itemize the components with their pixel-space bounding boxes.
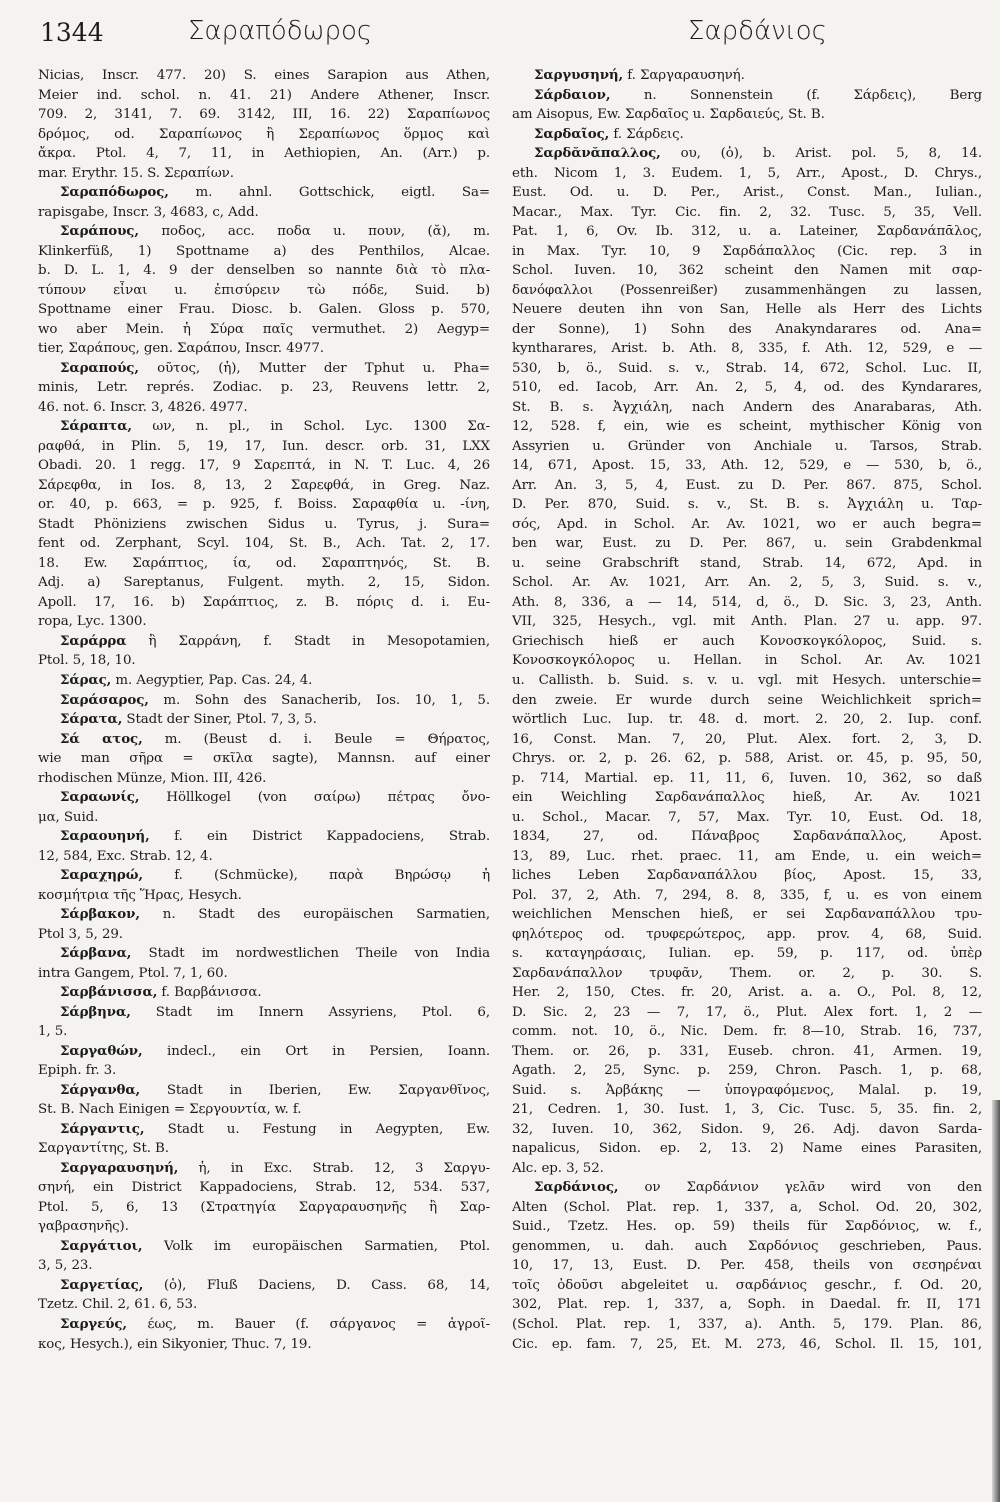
entry-text: οῦτος, (ἡ), Mutter der Tphut u. Pha= [138, 360, 490, 376]
entry-line-headword [38, 1003, 490, 1023]
entry-line [38, 847, 490, 867]
left-column [38, 66, 490, 1354]
entry-line-headword [38, 632, 490, 652]
entry-line [38, 339, 490, 359]
headword: Σαραπόδωρος, [60, 184, 169, 201]
entry-line [512, 183, 982, 203]
entry-line-headword [38, 866, 490, 886]
entry-text: intra Gangem, Ptol. 7, 1, 60. [38, 965, 228, 981]
entry-line [512, 905, 982, 925]
running-head-left: Σαραπόδωρος [188, 16, 373, 46]
entry-line-headword [38, 691, 490, 711]
headword: Σαργεύς, [60, 1316, 127, 1332]
entry-line [512, 808, 982, 828]
entry-line-headword [512, 125, 982, 145]
headword: Σάρδαιον, [534, 86, 611, 103]
entry-text: Σάρεφθα, in Ios. 8, 13, 2 Σαρεφθά, in Greg. Naz. [38, 477, 490, 493]
entry-text: σός, Apd. in Schol. Ar. Av. 1021, wo er auch begra= [512, 516, 982, 532]
entry-text: Them. or. 26, p. 331, Euseb. chron. 41, Armen. 19, [512, 1043, 982, 1059]
entry-text: Schol. Ar. Av. 1021, Arr. An. 2, 5, 3, Suid. s. v., [512, 575, 982, 591]
entry-line [38, 1198, 490, 1218]
entry-text: rhodischen Münze, Mion. III, 426. [38, 770, 267, 786]
entry-line [512, 1061, 982, 1081]
entry-line [512, 788, 982, 808]
entry-text: ropa, Lyc. 1300. [38, 614, 147, 630]
entry-text: (Schol. Plat. rep. 1, 337, a). Anth. 5, 179. Plan. 86, [512, 1317, 982, 1332]
entry-text: Klinkerfüß, 1) Spottname a) des Penthilos, Alcae. [38, 243, 490, 259]
entry-text: 14, 671, Apost. 15, 33, Ath. 12, 529, e — 530, b, ö., [512, 458, 982, 474]
entry-line [38, 534, 490, 554]
headword: Σαρδάνιος, [534, 1179, 619, 1196]
entry-line [512, 515, 982, 535]
entry-line [38, 769, 490, 789]
entry-text: Macar., Max. Tyr. Cic. fin. 2, 32. Tusc. 5, 35, Vell. [512, 204, 982, 220]
entry-text: ον Σαρδάνιον γελᾶν wird von den [618, 1180, 982, 1196]
entry-text: δρόμος, od. Σαραπίωνος ἢ Σεραπίωνος ὅρμος καὶ [38, 126, 490, 142]
entry-line [512, 847, 982, 867]
entry-line [38, 1061, 490, 1081]
entry-text: m. Aegyptier, Pap. Cas. 24, 4. [111, 672, 313, 688]
entry-line-headword [38, 1276, 490, 1296]
headword: Σαράρρα [60, 632, 127, 649]
entry-line [512, 593, 982, 613]
headword: Σάρβηνα, [60, 1003, 131, 1020]
entry-text: Stadt in Iberien, Ew. Σαργανθῖνος, [140, 1082, 490, 1098]
entry-text: ἡ, in Exc. Strab. 12, 3 Σαργυ- [178, 1160, 490, 1176]
entry-text: liches Leben Σαρδαναπάλλου βίος, Apost. 15, 33, [512, 868, 982, 884]
entry-line [512, 1276, 982, 1296]
entry-line [38, 320, 490, 340]
headword: Σάργαντις, [60, 1120, 145, 1137]
entry-text: 32, Iuven. 10, 362, Sidon. 9, 26. Adj. davon Sarda- [512, 1121, 982, 1137]
entry-line-headword [38, 1315, 490, 1335]
entry-line [512, 964, 982, 984]
entry-line [38, 261, 490, 281]
entry-line [512, 105, 982, 125]
headword: Σάρατα, [60, 711, 123, 728]
entry-line [512, 300, 982, 320]
entry-text: 46. not. 6. Inscr. 3, 4826. 4977. [38, 399, 248, 415]
entry-line-headword [512, 1178, 982, 1198]
entry-text: minis, Letr. représ. Zodiac. p. 23, Reuvens lettr. 2, [38, 380, 490, 396]
entry-text: 16, Const. Man. 7, 20, Plut. Alex. fort. 2, 3, D. [512, 731, 982, 747]
entry-line-headword [38, 183, 490, 203]
entry-line-headword [38, 359, 490, 379]
entry-text: kyntharares, Arist. b. Ath. 8, 335, f. Ath. 12, 529, e — [512, 341, 982, 357]
headword: Σαραπούς, [60, 359, 139, 376]
entry-text: Pol. 37, 2, Ath. 7, 294, 8. 8, 335, f, u. es von einem [512, 887, 982, 903]
entry-line [38, 1217, 490, 1237]
entry-text: Stadt im nordwestlichen Theile von India [131, 946, 490, 962]
headword: Σαρδαῖος, [534, 125, 610, 142]
entry-line [512, 261, 982, 281]
entry-text: σηνή, ein District Kappadociens, Strab. 12, 534. 537, [38, 1180, 490, 1196]
entry-text: f. Βαρβάνισσα. [157, 985, 262, 1001]
headword: Σαράσαρος, [60, 691, 149, 708]
entry-text: Griechisch hieß er auch Κονοσκογκόλορος, Suid. s. [512, 633, 982, 649]
entry-text: D. Sic. 2, 23 — 7, 17, ö., Plut. Alex fort. 1, 2 — [512, 1004, 982, 1020]
entry-line [38, 203, 490, 223]
entry-line [38, 281, 490, 301]
entry-line-headword [38, 1159, 490, 1179]
entry-text: rapisgabe, Inscr. 3, 4683, c, Add. [38, 204, 259, 220]
entry-text: b. D. L. 1, 4. 9 der denselben so nannte διὰ τὸ πλα- [38, 263, 490, 279]
entry-line [512, 1003, 982, 1023]
entry-text: eth. Nicom 1, 3. Eudem. 1, 5, Arr., Apost., D. Chrys., [512, 165, 982, 181]
entry-line [512, 203, 982, 223]
entry-line-headword [38, 905, 490, 925]
entry-text: δανόφαλλοι (Possenreißer) zusammenhängen zu lassen, [512, 282, 982, 298]
entry-text: Ptol. 5, 6, 13 (Στρατηγία Σαργαραυσηνῆς ἢ Σαρ- [38, 1199, 490, 1215]
entry-line [38, 378, 490, 398]
entry-line [512, 1315, 982, 1335]
headword: Σαργετίας, [60, 1276, 144, 1293]
entry-text: έως, m. Bauer (f. σάργανος = ἀγροῖ- [126, 1317, 490, 1332]
entry-text: μα, Suid. [38, 809, 99, 825]
entry-text: Spottname einer Frau. Diosc. b. Galen. Gloss p. 570, [38, 302, 490, 318]
entry-text: ων, n. pl., in Schol. Lyc. 1300 Σα- [131, 419, 490, 435]
entry-text: Ptol. 5, 18, 10. [38, 653, 136, 669]
entry-text: Meier ind. schol. n. 41. 21) Andere Athener, Inscr. [38, 87, 490, 103]
entry-text: wörtlich Luc. Iup. tr. 48. d. mort. 2. 20, 2. Iup. conf. [512, 712, 982, 728]
entry-text: u. seine Grabschrift stand, Strab. 14, 672, Apd. in [512, 555, 982, 571]
entry-line [512, 983, 982, 1003]
entry-text: napalicus, Sidon. ep. 2, 13. 2) Name eines Parasiten, [512, 1141, 982, 1157]
entry-line [512, 886, 982, 906]
entry-line [38, 925, 490, 945]
entry-line [38, 437, 490, 457]
entry-line [512, 164, 982, 184]
headword: Σαραωνίς, [60, 789, 140, 806]
entry-text: p. 714, Martial. ep. 11, 11, 6, Iuven. 10, 362, so daß [512, 770, 982, 786]
entry-line-headword [38, 1042, 490, 1062]
entry-line [512, 378, 982, 398]
entry-text: 3, 5, 23. [38, 1258, 93, 1274]
headword: Σάργανθα, [60, 1081, 141, 1098]
entry-text: 709. 2, 3141, 7. 69. 3142, III, 16. 22) Σαραπίωνος [38, 107, 490, 123]
entry-line [512, 495, 982, 515]
entry-line [38, 1139, 490, 1159]
entry-text: ben war, Eust. zu D. Per. 867, u. sein Grabdenkmal [512, 536, 982, 552]
entry-line [512, 573, 982, 593]
headword: Σαραχηρώ, [60, 867, 143, 884]
entry-line [38, 105, 490, 125]
entry-text: Ptol 3, 5, 29. [38, 926, 123, 942]
entry-line [38, 886, 490, 906]
entry-text: der Sonne), 1) Sohn des Anakyndarares od. Ana= [512, 321, 982, 337]
headword: Σαρδᾰνᾰπαλλος, [534, 145, 661, 162]
entry-text: n. Sonnenstein (f. Σάρδεις), Berg [610, 87, 982, 103]
entry-line [38, 242, 490, 262]
entry-line [512, 769, 982, 789]
entry-line-headword [38, 730, 490, 750]
entry-text: m. ahnl. Gottschick, eigtl. Sa= [168, 185, 490, 201]
entry-line-headword [38, 1237, 490, 1257]
entry-line [38, 86, 490, 106]
headword: Σά ατος, [60, 730, 143, 747]
entry-text: κος, Hesych.), ein Sikyonier, Thuc. 7, 19. [38, 1336, 312, 1352]
entry-text: u. Schol., Macar. 7, 57, Max. Tyr. 10, Eust. Od. 18, [512, 809, 982, 825]
entry-line [38, 495, 490, 515]
entry-line [512, 827, 982, 847]
entry-text: St. B. Nach Einigen = Σεργουντία, w. f. [38, 1102, 302, 1118]
entry-line [512, 730, 982, 750]
entry-text: Assyrien u. Gründer von Anchiale u. Tarsos, Strab. [512, 438, 982, 454]
entry-line [512, 437, 982, 457]
entry-text: s. καταγηράσαις, Iulian. ep. 59, p. 117, od. ὑπὲρ [512, 946, 982, 962]
entry-line [512, 691, 982, 711]
entry-text: Schol. Iuven. 10, 362 scheint den Namen mit σαρ- [512, 263, 982, 279]
entry-text: am Aisopus, Ew. Σαρδαῖος u. Σαρδαιεύς, St. B. [512, 107, 825, 123]
entry-text: Neuere deuten ihn von San, Helle als Herr des Lichts [512, 302, 982, 318]
entry-text: 13, 89, Luc. rhet. praec. 11, am Ende, u. ein weich= [512, 848, 982, 864]
entry-text: ου, (ὁ), b. Arist. pol. 5, 8, 14. [660, 146, 982, 162]
entry-line [512, 554, 982, 574]
entry-line [512, 534, 982, 554]
entry-text: Obadi. 20. 1 regg. 17, 9 Σαρεπτά, in N. T. Luc. 4, 26 [38, 458, 490, 474]
entry-line [38, 1295, 490, 1315]
entry-line [512, 320, 982, 340]
headword: Σαργαθών, [60, 1042, 143, 1059]
entry-line-headword [38, 1120, 490, 1140]
entry-line [38, 1256, 490, 1276]
entry-line [38, 964, 490, 984]
entry-line [38, 1100, 490, 1120]
entry-text: Pat. 1, 6, Ov. Ib. 312, u. a. Lateiner, Σαρδανάπᾱλος, [512, 224, 982, 240]
entry-line [512, 281, 982, 301]
entry-line [38, 573, 490, 593]
entry-line [512, 1120, 982, 1140]
right-column [512, 66, 982, 1354]
entry-line [38, 476, 490, 496]
running-head-right: Σαρδάνιος [688, 16, 827, 46]
entry-line [512, 1217, 982, 1237]
entry-text: in Max. Tyr. 10, 9 Σαρδάπαλλος (Cic. rep. 3 in [512, 243, 982, 259]
page-edge-shadow [992, 1100, 1000, 1502]
entry-line [512, 944, 982, 964]
entry-text: κοσμήτρια τῆς Ἥρας, Hesych. [38, 887, 242, 903]
entry-text: wo aber Mein. ἡ Σύρα παῖς vermuthet. 2) Aegyp= [38, 321, 490, 337]
entry-text: den zweie. Er wurde durch seine Weichlichkeit sprich= [512, 692, 982, 708]
headword: Σάραπτα, [60, 418, 132, 435]
entry-line [512, 1256, 982, 1276]
entry-text: weichlichen Menschen hieß, er sei Σαρδαναπάλλου τρυ- [512, 907, 982, 923]
entry-text: 10, 17, 13, Eust. D. Per. 458, theils von σεσηρέναι [512, 1258, 982, 1274]
headword: Σάρβανα, [60, 945, 132, 962]
entry-text: Nicias, Inscr. 477. 20) S. eines Sarapion aus Athen, [38, 68, 490, 83]
entry-text: γαβρασηνῆς). [38, 1219, 129, 1235]
entry-line [38, 164, 490, 184]
entry-text: f. ein District Kappadociens, Strab. [149, 829, 490, 845]
entry-text: Stadt u. Festung in Aegypten, Ew. [144, 1121, 490, 1137]
entry-line [38, 144, 490, 164]
entry-line-headword [512, 144, 982, 164]
entry-text: τοῖς ὀδοῦσι abgeleitet u. σαρδάνιος geschr., f. Od. 20, [512, 1277, 982, 1293]
entry-text: VII, 325, Hesych., vgl. mit Anth. Plan. 27 u. app. 97. [512, 614, 982, 630]
entry-text: Suid., Tzetz. Hes. op. 59) theils für Σαρδόνιος, w. f., [512, 1219, 982, 1235]
entry-line [512, 1159, 982, 1179]
headword: Σάρας, [60, 671, 112, 688]
headword: Σαρβάνισσα, [60, 984, 158, 1001]
entry-line [512, 632, 982, 652]
entry-text: Chrys. or. 2, p. 26. 62, p. 588, Arist. or. 45, p. 95, 50, [512, 751, 982, 767]
entry-text: φηλότερος od. τρυφερώτερος, app. prov. 4, 68, Suid. [512, 926, 982, 942]
entry-line-headword [38, 222, 490, 242]
entry-text: mar. Erythr. 15. S. Σεραπίων. [38, 165, 234, 181]
entry-text: 1, 5. [38, 1024, 68, 1040]
entry-line [512, 866, 982, 886]
entry-line [38, 398, 490, 418]
entry-text: comm. not. 10, ö., Nic. Dem. fr. 8—10, Strab. 16, 737, [512, 1024, 982, 1040]
entry-line [512, 1198, 982, 1218]
entry-line [512, 242, 982, 262]
entry-line-headword [512, 66, 982, 86]
entry-text: m. (Beust d. i. Beule = Θήρατος, [142, 731, 490, 747]
entry-text: indecl., ein Ort in Persien, Ioann. [142, 1043, 490, 1059]
entry-text: 302, Plat. rep. 1, 337, a, Soph. in Daedal. fr. II, 171 [512, 1297, 982, 1313]
entry-line-headword [38, 788, 490, 808]
entry-line [38, 300, 490, 320]
entry-line [38, 125, 490, 145]
entry-text: ἄκρα. Ptol. 4, 7, 11, in Aethiopien, An. (Arr.) p. [38, 146, 490, 162]
entry-text: Alten (Schol. Plat. rep. 1, 337, a, Schol. Od. 20, 302, [512, 1199, 982, 1215]
entry-line-headword [38, 671, 490, 691]
entry-text: Agath. 2, 25, Sync. p. 259, Chron. Pasch. 1, p. 68, [512, 1063, 982, 1079]
page-number: 1344 [40, 18, 104, 47]
entry-line [512, 417, 982, 437]
entry-text: Σαρδανάπαλλον τρυφᾶν, Them. or. 2, p. 30. S. [512, 965, 982, 981]
entry-text: ein Weichling Σαρδανάπαλλος hieß, Ar. Av. 1021 [512, 790, 982, 806]
entry-text: 21, Cedren. 1, 30. Iust. 1, 3, Cic. Tusc. 5, 35. fin. 2, [512, 1102, 982, 1118]
entry-line [38, 515, 490, 535]
entry-text: m. Sohn des Sanacherib, Ios. 10, 1, 5. [148, 692, 490, 708]
entry-text: Tzetz. Chil. 2, 61. 6, 53. [38, 1297, 198, 1313]
entry-text: 18. Ew. Σαράπτιος, ία, od. Σαραπτηνός, St. B. [38, 555, 490, 571]
entry-text: Alc. ep. 3, 52. [512, 1160, 604, 1176]
entry-line [512, 925, 982, 945]
entry-text: D. Per. 870, Suid. s. v., St. B. s. Ἀγχιάλη u. Ταρ- [512, 497, 982, 513]
entry-text: f. Σαργαραυσηνή. [623, 68, 745, 83]
entry-text: ἢ Σαρράνη, f. Stadt in Mesopotamien, [126, 633, 490, 649]
entry-text: Apoll. 17, 16. b) Σαράπτιος, z. B. πόρις d. i. Eu- [38, 594, 490, 610]
entry-text: f. (Schmücke), παρὰ Βηρώσῳ ἡ [142, 868, 490, 884]
entry-line [512, 398, 982, 418]
entry-line [512, 1139, 982, 1159]
entry-line [512, 1335, 982, 1355]
headword: Σαργαραυσηνή, [60, 1159, 179, 1176]
entry-text: or. 40, p. 663, = p. 925, f. Boiss. Σαραφθία u. -ίνη, [38, 497, 490, 513]
entry-text: Σαργαντίτης, St. B. [38, 1141, 169, 1157]
entry-text: Arr. An. 3, 5, 4, Eust. zu D. Per. 867. 875, Schol. [512, 477, 982, 493]
headword: Σαραουηνή, [60, 828, 150, 845]
entry-text: Adj. a) Sareptanus, Fulgent. myth. 2, 15, Sidon. [38, 575, 490, 591]
entry-text: (ὁ), Fluß Daciens, D. Cass. 68, 14, [143, 1277, 490, 1293]
entry-text: genommen, u. dah. auch Σαρδόνιος geschrieben, Paus. [512, 1238, 982, 1254]
entry-line [512, 456, 982, 476]
headword: Σαργυσηνή, [534, 67, 624, 83]
entry-line [38, 749, 490, 769]
entry-line [38, 1178, 490, 1198]
entry-line [38, 456, 490, 476]
entry-line [38, 554, 490, 574]
entry-text: 1834, 27, od. Πάναβρος Σαρδανάπαλλος, Apost. [512, 829, 982, 845]
entry-text: Κονοσκογκόλορος u. Hellan. in Schol. Ar. Av. 1021 [512, 653, 982, 669]
entry-line [38, 1022, 490, 1042]
entry-line [38, 1335, 490, 1355]
entry-line-headword [38, 1081, 490, 1101]
entry-text: fent od. Zerphant, Scyl. 104, St. B., Ach. Tat. 2, 17. [38, 536, 490, 552]
entry-line [512, 671, 982, 691]
entry-text: ποδος, acc. ποδα u. πουν, (ᾰ), m. [138, 224, 490, 240]
entry-text: Suid. s. Ἀρβάκης — ὑπογραφόμενος, Malal. p. 19, [512, 1082, 982, 1098]
entry-line [512, 710, 982, 730]
entry-text: Epiph. fr. 3. [38, 1063, 117, 1079]
entry-text: n. Stadt des europäischen Sarmatien, [139, 907, 490, 923]
entry-line-headword [38, 944, 490, 964]
entry-line [38, 651, 490, 671]
entry-text: Stadt Phöniziens zwischen Sidus u. Tyrus, j. Sura= [38, 516, 490, 532]
entry-text: u. Callisth. b. Suid. s. v. u. vgl. mit Hesych. unterschie= [512, 672, 982, 688]
entry-line [512, 359, 982, 379]
entry-line [38, 612, 490, 632]
entry-line [512, 1295, 982, 1315]
entry-text: St. B. s. Ἀγχιάλη, nach Andern des Anarabaras, Ath. [512, 399, 982, 415]
entry-line [512, 651, 982, 671]
entry-text: Her. 2, 150, Ctes. fr. 20, Arist. a. a. O., Pol. 8, 12, [512, 985, 982, 1001]
entry-line [512, 749, 982, 769]
entry-text: Cic. ep. fam. 7, 25, Et. M. 273, 46, Schol. Il. 15, 101, [512, 1336, 982, 1352]
entry-text: 510, ed. Iacob, Arr. An. 2, 5, 4, od. des Kyndarares, [512, 380, 982, 396]
entry-text: Höllkogel (von σαίρω) πέτρας ὄνο- [139, 790, 490, 806]
entry-line [38, 66, 490, 86]
entry-text: Ath. 8, 336, a — 14, 514, d, ö., D. Sic. 3, 23, Anth. [512, 594, 982, 610]
entry-line-headword [38, 983, 490, 1003]
entry-line [512, 612, 982, 632]
entry-text: Eust. Od. u. D. Per., Arist., Const. Man., Iulian., [512, 185, 982, 201]
headword: Σαράπους, [60, 223, 139, 240]
entry-line-headword [38, 827, 490, 847]
entry-text: ραφθά, in Plin. 5, 19, 17, Iun. descr. orb. 31, LXX [38, 438, 490, 454]
entry-line [512, 1022, 982, 1042]
entry-line [512, 1100, 982, 1120]
entry-line [512, 339, 982, 359]
entry-line [512, 222, 982, 242]
entry-line-headword [512, 86, 982, 106]
entry-text: tier, Σαράπους, gen. Σαράπου, Inscr. 4977. [38, 341, 324, 357]
entry-line [512, 1237, 982, 1257]
entry-line [38, 808, 490, 828]
entry-line-headword [38, 710, 490, 730]
entry-text: 12, 528. f, ein, wie es scheint, mythischer König von [512, 419, 982, 435]
page-header [0, 14, 1000, 54]
entry-text: Volk im europäischen Sarmatien, Ptol. [142, 1238, 490, 1254]
entry-line [38, 593, 490, 613]
headword: Σάρβακον, [60, 906, 140, 923]
entry-text: f. Σάρδεις. [609, 126, 684, 142]
entry-line-headword [38, 417, 490, 437]
entry-text: wie man σῆρα = σκῖλα sagte), Mannsn. auf einer [38, 751, 490, 767]
entry-text: Stadt im Innern Assyriens, Ptol. 6, [130, 1004, 490, 1020]
headword: Σαργάτιοι, [60, 1237, 143, 1254]
entry-text: τύπουν εἶναι u. ἐπισύρειν τὼ πόδε, Suid. b) [38, 282, 490, 298]
entry-text: 530, b, ö., Suid. s. v., Strab. 14, 672, Schol. Luc. II, [512, 360, 982, 376]
entry-line [512, 1042, 982, 1062]
entry-line [512, 476, 982, 496]
entry-line [512, 1081, 982, 1101]
entry-text: Stadt der Siner, Ptol. 7, 3, 5. [122, 712, 317, 728]
entry-text: 12, 584, Exc. Strab. 12, 4. [38, 848, 213, 864]
